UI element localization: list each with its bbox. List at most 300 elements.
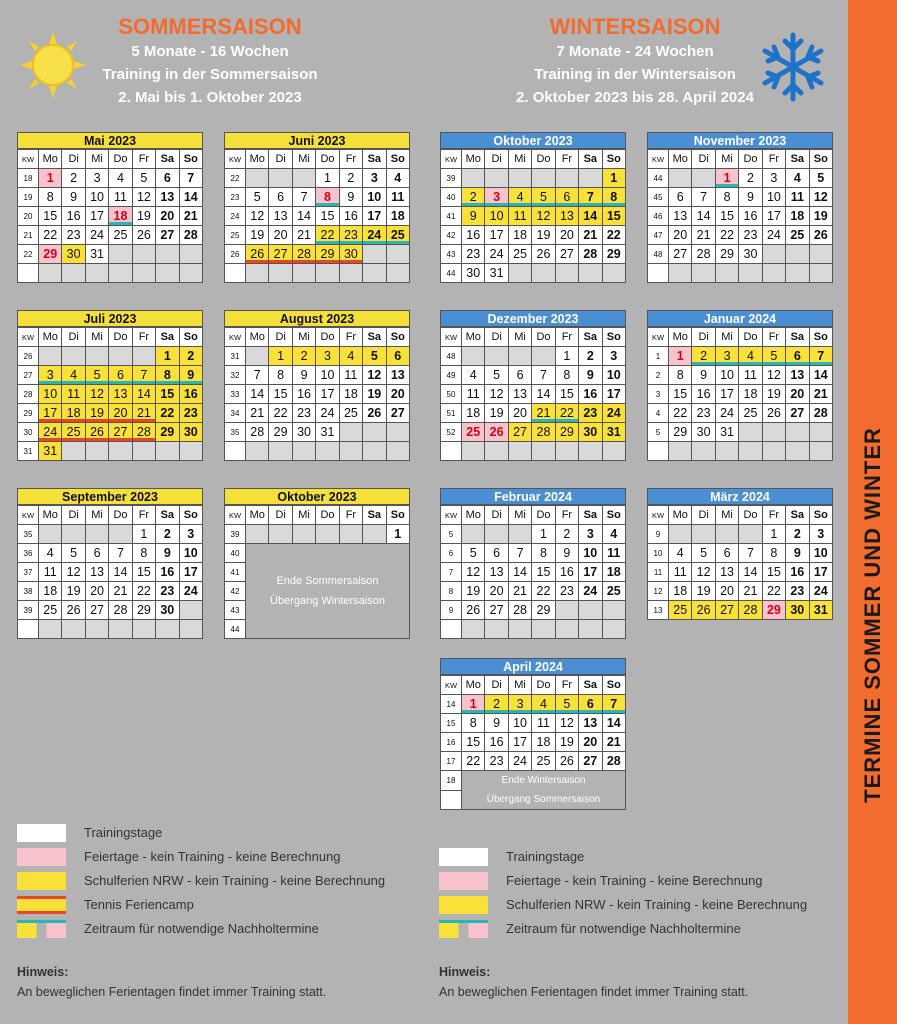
legend-item xyxy=(439,896,844,914)
day-cell: 6 xyxy=(269,188,292,207)
week-number: 9 xyxy=(441,601,462,620)
empty-day-cell xyxy=(762,264,785,283)
empty-day-cell xyxy=(179,620,202,639)
day-cell: 4 xyxy=(508,188,531,207)
weekday-header-cell: KW xyxy=(225,328,246,347)
day-cell: 5 xyxy=(762,347,785,366)
empty-day-cell xyxy=(39,347,62,366)
day-cell: 14 xyxy=(692,207,715,226)
day-cell: 24 xyxy=(316,404,339,423)
empty-day-cell xyxy=(109,442,132,461)
empty-day-cell xyxy=(109,264,132,283)
week-number: 29 xyxy=(18,404,39,423)
day-cell: 2 xyxy=(739,169,762,188)
calendar-title: September 2023 xyxy=(17,488,203,505)
week-row xyxy=(648,264,833,283)
empty-day-cell xyxy=(62,347,85,366)
day-cell: 23 xyxy=(786,582,809,601)
week-row xyxy=(225,366,410,385)
day-cell: 10 xyxy=(715,366,738,385)
day-cell: 10 xyxy=(602,366,625,385)
weekday-header-cell: So xyxy=(809,150,832,169)
week-row xyxy=(18,245,203,264)
day-cell: 27 xyxy=(669,245,692,264)
day-cell: 9 xyxy=(485,714,508,733)
week-row xyxy=(441,752,626,771)
week-row xyxy=(648,601,833,620)
weekday-header-cell: Mo xyxy=(246,150,269,169)
calendar-table xyxy=(440,505,626,639)
empty-day-cell xyxy=(292,442,315,461)
day-cell: 8 xyxy=(715,188,738,207)
day-cell: 26 xyxy=(462,601,485,620)
week-number: 12 xyxy=(648,582,669,601)
day-cell: 25 xyxy=(508,245,531,264)
day-cell: 18 xyxy=(739,385,762,404)
weekday-header-cell: Do xyxy=(316,506,339,525)
day-cell: 24 xyxy=(85,226,108,245)
day-cell: 11 xyxy=(739,366,762,385)
weekday-header-row xyxy=(18,150,203,169)
day-cell: 31 xyxy=(316,423,339,442)
swatch-makeup xyxy=(17,920,66,938)
day-cell: 27 xyxy=(715,601,738,620)
day-cell: 17 xyxy=(602,385,625,404)
week-row xyxy=(18,207,203,226)
weekday-header-cell: KW xyxy=(648,506,669,525)
day-cell: 10 xyxy=(316,366,339,385)
empty-day-cell xyxy=(485,347,508,366)
day-cell: 1 xyxy=(39,169,62,188)
day-cell: 2 xyxy=(555,525,578,544)
day-cell: 10 xyxy=(809,544,832,563)
day-cell: 22 xyxy=(602,226,625,245)
day-cell: 10 xyxy=(762,188,785,207)
hint-summer-text: An beweglichen Ferientagen findet immer Training statt. xyxy=(17,985,327,999)
week-row xyxy=(441,226,626,245)
day-cell: 16 xyxy=(485,733,508,752)
winter-line-2: Training in der Wintersaison xyxy=(534,66,736,83)
swatch-training xyxy=(17,824,66,842)
empty-day-cell xyxy=(462,525,485,544)
legend-summer xyxy=(17,824,427,944)
day-cell: 4 xyxy=(739,347,762,366)
week-row xyxy=(225,169,410,188)
week-number: 39 xyxy=(441,169,462,188)
empty-day-cell xyxy=(339,423,362,442)
note-line-2: Übergang Wintersaison xyxy=(270,595,385,607)
week-row xyxy=(648,245,833,264)
weekday-header-cell: Sa xyxy=(786,150,809,169)
empty-day-cell xyxy=(715,264,738,283)
empty-day-cell xyxy=(508,442,531,461)
weekday-header-cell: Mo xyxy=(246,328,269,347)
legend-label: Trainingstage xyxy=(84,825,163,840)
day-cell: 29 xyxy=(715,245,738,264)
day-cell: 11 xyxy=(462,385,485,404)
hint-summer xyxy=(17,962,326,1002)
empty-day-cell xyxy=(485,525,508,544)
weekday-header-cell: Sa xyxy=(579,150,602,169)
day-cell: 29 xyxy=(669,423,692,442)
week-number: 26 xyxy=(225,245,246,264)
empty-day-cell xyxy=(339,525,362,544)
week-row xyxy=(441,733,626,752)
day-cell: 4 xyxy=(386,169,409,188)
week-row xyxy=(225,207,410,226)
day-cell: 6 xyxy=(485,544,508,563)
week-row xyxy=(441,771,626,791)
day-cell: 13 xyxy=(156,188,179,207)
day-cell: 21 xyxy=(692,226,715,245)
day-cell: 21 xyxy=(508,582,531,601)
day-cell: 12 xyxy=(555,714,578,733)
empty-day-cell xyxy=(555,264,578,283)
weekday-header-cell: Di xyxy=(692,328,715,347)
week-row xyxy=(18,385,203,404)
day-cell: 23 xyxy=(555,582,578,601)
day-cell: 26 xyxy=(555,752,578,771)
empty-day-cell xyxy=(62,442,85,461)
day-cell: 30 xyxy=(692,423,715,442)
day-cell: 20 xyxy=(269,226,292,245)
weekday-header-cell: So xyxy=(602,506,625,525)
day-cell: 26 xyxy=(532,245,555,264)
week-number xyxy=(18,264,39,283)
empty-day-cell xyxy=(179,442,202,461)
week-number: 48 xyxy=(648,245,669,264)
day-cell: 18 xyxy=(532,733,555,752)
day-cell: 13 xyxy=(109,385,132,404)
empty-day-cell xyxy=(39,620,62,639)
weekday-header-cell: Sa xyxy=(363,150,386,169)
calendar-table xyxy=(440,675,626,810)
weekday-header-cell: Mo xyxy=(39,328,62,347)
day-cell: 18 xyxy=(339,385,362,404)
day-cell: 18 xyxy=(462,404,485,423)
day-cell: 3 xyxy=(715,347,738,366)
day-cell: 13 xyxy=(786,366,809,385)
empty-day-cell xyxy=(363,525,386,544)
empty-day-cell xyxy=(579,601,602,620)
day-cell: 10 xyxy=(508,714,531,733)
week-number: 20 xyxy=(18,207,39,226)
day-cell: 17 xyxy=(363,207,386,226)
empty-day-cell xyxy=(156,442,179,461)
day-cell: 8 xyxy=(669,366,692,385)
day-cell: 24 xyxy=(508,752,531,771)
empty-day-cell xyxy=(485,620,508,639)
day-cell: 11 xyxy=(39,563,62,582)
day-cell: 10 xyxy=(85,188,108,207)
weekday-header-cell: Sa xyxy=(786,328,809,347)
empty-day-cell xyxy=(809,423,832,442)
empty-day-cell xyxy=(532,264,555,283)
legend-item xyxy=(17,824,427,842)
legend-label: Zeitraum für notwendige Nachholtermine xyxy=(506,921,741,936)
weekday-header-cell: Fr xyxy=(762,328,785,347)
day-cell: 25 xyxy=(62,423,85,442)
day-cell: 14 xyxy=(508,563,531,582)
day-cell: 18 xyxy=(508,226,531,245)
day-cell: 15 xyxy=(762,563,785,582)
weekday-header-cell: Mi xyxy=(292,506,315,525)
weekday-header-cell: Fr xyxy=(132,328,155,347)
day-cell: 1 xyxy=(316,169,339,188)
day-cell: 18 xyxy=(786,207,809,226)
weekday-header-cell: Di xyxy=(62,150,85,169)
week-row xyxy=(18,347,203,366)
day-cell: 5 xyxy=(85,366,108,385)
day-cell: 4 xyxy=(669,544,692,563)
day-cell: 26 xyxy=(132,226,155,245)
day-cell: 24 xyxy=(39,423,62,442)
weekday-header-cell: Mo xyxy=(462,676,485,695)
weekday-header-cell: Sa xyxy=(156,150,179,169)
day-cell: 21 xyxy=(809,385,832,404)
weekday-header-cell: Fr xyxy=(339,328,362,347)
weekday-header-cell: Sa xyxy=(156,328,179,347)
season-transition-note xyxy=(462,771,626,810)
empty-day-cell xyxy=(269,264,292,283)
note-line-1: Ende Sommersaison xyxy=(276,575,379,587)
winter-header xyxy=(480,14,790,109)
week-row xyxy=(225,226,410,245)
day-cell: 3 xyxy=(762,169,785,188)
empty-day-cell xyxy=(109,620,132,639)
empty-day-cell xyxy=(85,620,108,639)
day-cell: 25 xyxy=(462,423,485,442)
weekday-header-cell: So xyxy=(386,506,409,525)
day-cell: 18 xyxy=(669,582,692,601)
day-cell: 6 xyxy=(579,695,602,714)
day-cell: 18 xyxy=(109,207,132,226)
legend-winter xyxy=(439,848,844,948)
day-cell: 24 xyxy=(602,404,625,423)
week-number: 42 xyxy=(225,582,246,601)
day-cell: 23 xyxy=(156,582,179,601)
week-number: 39 xyxy=(18,601,39,620)
day-cell: 26 xyxy=(363,404,386,423)
day-cell: 4 xyxy=(462,366,485,385)
week-row xyxy=(18,188,203,207)
week-row xyxy=(648,226,833,245)
weekday-header-row xyxy=(225,506,410,525)
day-cell: 26 xyxy=(809,226,832,245)
week-number xyxy=(441,790,462,810)
empty-day-cell xyxy=(246,525,269,544)
snowflake-icon xyxy=(760,32,826,102)
day-cell: 27 xyxy=(269,245,292,264)
day-cell: 20 xyxy=(485,582,508,601)
day-cell: 22 xyxy=(715,226,738,245)
day-cell: 22 xyxy=(156,404,179,423)
swatch-school-holiday xyxy=(17,872,66,890)
week-number: 45 xyxy=(648,188,669,207)
legend-label: Trainingstage xyxy=(506,849,585,864)
day-cell: 23 xyxy=(462,245,485,264)
day-cell: 9 xyxy=(179,366,202,385)
day-cell: 16 xyxy=(462,226,485,245)
day-cell: 22 xyxy=(132,582,155,601)
day-cell: 9 xyxy=(462,207,485,226)
weekday-header-cell: Do xyxy=(109,150,132,169)
week-row xyxy=(18,525,203,544)
day-cell: 21 xyxy=(246,404,269,423)
day-cell: 15 xyxy=(132,563,155,582)
day-cell: 2 xyxy=(156,525,179,544)
day-cell: 3 xyxy=(363,169,386,188)
day-cell: 8 xyxy=(39,188,62,207)
week-row xyxy=(18,544,203,563)
day-cell: 1 xyxy=(156,347,179,366)
empty-day-cell xyxy=(109,347,132,366)
day-cell: 30 xyxy=(292,423,315,442)
weekday-header-cell: Do xyxy=(109,506,132,525)
week-row xyxy=(648,347,833,366)
week-number: 16 xyxy=(441,733,462,752)
day-cell: 10 xyxy=(485,207,508,226)
calendar-table xyxy=(647,149,833,283)
week-number: 1 xyxy=(648,347,669,366)
swatch-holiday xyxy=(17,848,66,866)
day-cell: 2 xyxy=(62,169,85,188)
week-row xyxy=(441,714,626,733)
empty-day-cell xyxy=(762,423,785,442)
calendar-table xyxy=(647,505,833,620)
day-cell: 8 xyxy=(316,188,339,207)
weekday-header-cell: Fr xyxy=(339,506,362,525)
summer-line-2: Training in der Sommersaison xyxy=(102,66,318,83)
day-cell: 26 xyxy=(62,601,85,620)
weekday-header-cell: So xyxy=(179,506,202,525)
week-number xyxy=(225,264,246,283)
empty-day-cell xyxy=(532,347,555,366)
day-cell: 1 xyxy=(532,525,555,544)
week-row xyxy=(18,366,203,385)
empty-day-cell xyxy=(669,525,692,544)
empty-day-cell xyxy=(386,264,409,283)
week-number: 50 xyxy=(441,385,462,404)
day-cell: 21 xyxy=(602,733,625,752)
day-cell: 8 xyxy=(462,714,485,733)
empty-day-cell xyxy=(316,264,339,283)
empty-day-cell xyxy=(39,525,62,544)
day-cell: 6 xyxy=(786,347,809,366)
day-cell: 17 xyxy=(579,563,602,582)
week-number: 18 xyxy=(441,771,462,791)
day-cell: 16 xyxy=(292,385,315,404)
empty-day-cell xyxy=(579,620,602,639)
day-cell: 2 xyxy=(339,169,362,188)
week-row xyxy=(441,601,626,620)
swatch-school-holiday xyxy=(439,896,488,914)
calendar-title: Dezember 2023 xyxy=(440,310,626,327)
empty-day-cell xyxy=(132,620,155,639)
calendar-table xyxy=(224,505,410,639)
week-row xyxy=(441,563,626,582)
legend-item xyxy=(17,872,427,890)
day-cell: 27 xyxy=(109,423,132,442)
empty-day-cell xyxy=(508,169,531,188)
weekday-header-cell: KW xyxy=(441,150,462,169)
empty-day-cell xyxy=(109,525,132,544)
week-row xyxy=(441,207,626,226)
day-cell: 24 xyxy=(363,226,386,245)
day-cell: 9 xyxy=(579,366,602,385)
day-cell: 5 xyxy=(62,544,85,563)
week-number: 40 xyxy=(441,188,462,207)
calendar-title: Juli 2023 xyxy=(17,310,203,327)
hint-winter-title: Hinweis: xyxy=(439,965,491,979)
day-cell: 5 xyxy=(692,544,715,563)
day-cell: 25 xyxy=(532,752,555,771)
day-cell: 25 xyxy=(602,582,625,601)
day-cell: 6 xyxy=(386,347,409,366)
week-row xyxy=(18,582,203,601)
day-cell: 12 xyxy=(485,385,508,404)
weekday-header-cell: Do xyxy=(532,676,555,695)
empty-day-cell xyxy=(292,525,315,544)
week-row xyxy=(648,385,833,404)
day-cell: 7 xyxy=(739,544,762,563)
week-number: 27 xyxy=(18,366,39,385)
weekday-header-cell: Mi xyxy=(292,328,315,347)
weekday-header-cell: So xyxy=(386,328,409,347)
weekday-header-cell: Fr xyxy=(555,328,578,347)
day-cell: 8 xyxy=(156,366,179,385)
day-cell: 21 xyxy=(292,226,315,245)
weekday-header-cell: Fr xyxy=(762,150,785,169)
calendar-table xyxy=(224,149,410,283)
week-row xyxy=(441,385,626,404)
day-cell: 10 xyxy=(579,544,602,563)
week-row xyxy=(18,563,203,582)
day-cell: 1 xyxy=(669,347,692,366)
empty-day-cell xyxy=(739,442,762,461)
day-cell: 12 xyxy=(462,563,485,582)
day-cell: 29 xyxy=(156,423,179,442)
day-cell: 21 xyxy=(179,207,202,226)
week-row xyxy=(441,525,626,544)
day-cell: 2 xyxy=(786,525,809,544)
weekday-header-cell: So xyxy=(602,676,625,695)
week-row xyxy=(18,169,203,188)
day-cell: 3 xyxy=(508,695,531,714)
day-cell: 27 xyxy=(386,404,409,423)
day-cell: 3 xyxy=(809,525,832,544)
day-cell: 23 xyxy=(485,752,508,771)
day-cell: 13 xyxy=(715,563,738,582)
weekday-header-row xyxy=(18,506,203,525)
week-row xyxy=(648,169,833,188)
day-cell: 21 xyxy=(132,404,155,423)
empty-day-cell xyxy=(269,442,292,461)
weekday-header-cell: Fr xyxy=(555,676,578,695)
legend-item xyxy=(439,848,844,866)
empty-day-cell xyxy=(269,525,292,544)
day-cell: 5 xyxy=(809,169,832,188)
day-cell: 19 xyxy=(762,385,785,404)
calendar-title: Mai 2023 xyxy=(17,132,203,149)
day-cell: 23 xyxy=(692,404,715,423)
day-cell: 1 xyxy=(555,347,578,366)
empty-day-cell xyxy=(602,264,625,283)
empty-day-cell xyxy=(462,347,485,366)
day-cell: 11 xyxy=(109,188,132,207)
week-row xyxy=(441,582,626,601)
empty-day-cell xyxy=(386,423,409,442)
